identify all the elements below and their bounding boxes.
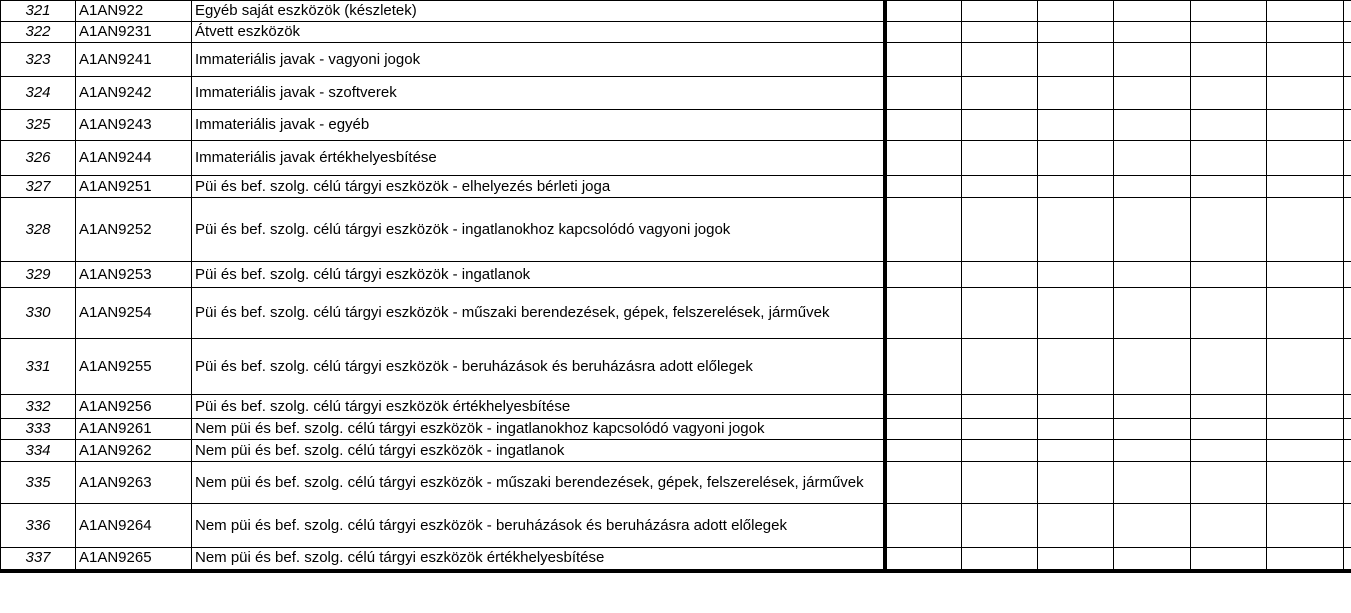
row-code: A1AN9242 [76, 77, 192, 110]
value-cell[interactable] [962, 110, 1038, 141]
value-cell[interactable] [1267, 440, 1344, 462]
value-cell[interactable] [1038, 262, 1114, 288]
value-cell[interactable] [1191, 419, 1267, 440]
value-cell[interactable] [1191, 198, 1267, 262]
value-cell[interactable] [962, 176, 1038, 198]
row-description: Püi és bef. szolg. célú tárgyi eszközök - műszaki berendezések, gépek, felszerelések, járművek [192, 288, 885, 339]
value-cell[interactable] [885, 504, 962, 548]
table-row [1, 548, 1351, 571]
value-cell[interactable] [962, 288, 1038, 339]
value-cell[interactable] [1038, 22, 1114, 43]
value-cell[interactable] [1267, 339, 1344, 395]
value-cell[interactable] [1191, 339, 1267, 395]
value-cell[interactable] [1191, 77, 1267, 110]
value-cell[interactable] [885, 77, 962, 110]
value-cell[interactable] [885, 22, 962, 43]
table-row [1, 504, 1351, 548]
row-description: Nem püi és bef. szolg. célú tárgyi eszközök - beruházások és beruházásra adott előlegek [192, 504, 885, 548]
value-cell[interactable] [962, 419, 1038, 440]
value-cell[interactable] [1114, 1, 1191, 22]
value-cell[interactable] [1191, 395, 1267, 419]
row-number: 330 [1, 288, 76, 339]
value-cell[interactable] [1114, 110, 1191, 141]
row-description: Püi és bef. szolg. célú tárgyi eszközök - ingatlanok [192, 262, 885, 288]
row-number: 329 [1, 262, 76, 288]
value-cell[interactable] [962, 504, 1038, 548]
row-number: 336 [1, 504, 76, 548]
row-code: A1AN9263 [76, 462, 192, 504]
value-cell[interactable] [962, 440, 1038, 462]
value-cell[interactable] [1344, 22, 1351, 43]
table-row [1, 288, 1351, 339]
value-cell[interactable] [885, 43, 962, 77]
value-cell[interactable] [885, 288, 962, 339]
value-cell[interactable] [1267, 419, 1344, 440]
value-cell[interactable] [1267, 141, 1344, 176]
value-cell[interactable] [962, 141, 1038, 176]
value-cell[interactable] [1038, 395, 1114, 419]
row-description: Püi és bef. szolg. célú tárgyi eszközök - elhelyezés bérleti joga [192, 176, 885, 198]
value-cell[interactable] [1344, 339, 1351, 395]
row-code: A1AN9254 [76, 288, 192, 339]
value-cell[interactable] [1344, 440, 1351, 462]
row-code: A1AN9253 [76, 262, 192, 288]
value-cell[interactable] [1191, 262, 1267, 288]
value-cell[interactable] [1267, 548, 1344, 571]
row-number: 331 [1, 339, 76, 395]
row-description: Nem püi és bef. szolg. célú tárgyi eszközök - ingatlanokhoz kapcsolódó vagyoni jogok [192, 419, 885, 440]
value-cell[interactable] [1344, 110, 1351, 141]
table-row [1, 77, 1351, 110]
value-cell[interactable] [1038, 141, 1114, 176]
row-code: A1AN9244 [76, 141, 192, 176]
row-number: 337 [1, 548, 76, 571]
row-code: A1AN9255 [76, 339, 192, 395]
row-number: 332 [1, 395, 76, 419]
value-cell[interactable] [962, 395, 1038, 419]
value-cell[interactable] [1191, 504, 1267, 548]
value-cell[interactable] [885, 1, 962, 22]
value-cell[interactable] [1267, 395, 1344, 419]
value-cell[interactable] [1114, 77, 1191, 110]
value-cell[interactable] [1344, 504, 1351, 548]
value-cell[interactable] [962, 339, 1038, 395]
value-cell[interactable] [1267, 462, 1344, 504]
row-number: 324 [1, 77, 76, 110]
row-code: A1AN9251 [76, 176, 192, 198]
table-row [1, 1, 1351, 22]
value-cell[interactable] [885, 395, 962, 419]
value-cell[interactable] [1114, 22, 1191, 43]
row-code: A1AN9264 [76, 504, 192, 548]
row-description: Immateriális javak - egyéb [192, 110, 885, 141]
value-cell[interactable] [1191, 110, 1267, 141]
row-number: 333 [1, 419, 76, 440]
value-cell[interactable] [1038, 198, 1114, 262]
table-row [1, 262, 1351, 288]
value-cell[interactable] [885, 198, 962, 262]
value-cell[interactable] [962, 77, 1038, 110]
value-cell[interactable] [1191, 548, 1267, 571]
value-cell[interactable] [1038, 548, 1114, 571]
row-description: Átvett eszközök [192, 22, 885, 43]
value-cell[interactable] [962, 22, 1038, 43]
value-cell[interactable] [1114, 176, 1191, 198]
row-number: 328 [1, 198, 76, 262]
value-cell[interactable] [1114, 198, 1191, 262]
value-cell[interactable] [885, 419, 962, 440]
value-cell[interactable] [1344, 548, 1351, 571]
row-code: A1AN9252 [76, 198, 192, 262]
row-description: Immateriális javak értékhelyesbítése [192, 141, 885, 176]
row-number: 321 [1, 1, 76, 22]
value-cell[interactable] [1114, 440, 1191, 462]
value-cell[interactable] [1038, 288, 1114, 339]
value-cell[interactable] [1267, 77, 1344, 110]
table-row [1, 141, 1351, 176]
value-cell[interactable] [962, 262, 1038, 288]
value-cell[interactable] [885, 440, 962, 462]
value-cell[interactable] [1344, 395, 1351, 419]
value-cell[interactable] [1191, 43, 1267, 77]
row-number: 323 [1, 43, 76, 77]
value-cell[interactable] [1191, 440, 1267, 462]
value-cell[interactable] [885, 262, 962, 288]
value-cell[interactable] [1038, 43, 1114, 77]
value-cell[interactable] [1114, 504, 1191, 548]
row-number: 334 [1, 440, 76, 462]
table-row [1, 43, 1351, 77]
value-cell[interactable] [1191, 462, 1267, 504]
value-cell[interactable] [1344, 176, 1351, 198]
row-description: Püi és bef. szolg. célú tárgyi eszközök - beruházások és beruházásra adott előlegek [192, 339, 885, 395]
row-code: A1AN9243 [76, 110, 192, 141]
value-cell[interactable] [962, 462, 1038, 504]
row-description: Püi és bef. szolg. célú tárgyi eszközök - ingatlanokhoz kapcsolódó vagyoni jogok [192, 198, 885, 262]
row-code: A1AN9265 [76, 548, 192, 571]
table-row [1, 198, 1351, 262]
value-cell[interactable] [885, 176, 962, 198]
value-cell[interactable] [1344, 141, 1351, 176]
value-cell[interactable] [1267, 110, 1344, 141]
value-cell[interactable] [1114, 462, 1191, 504]
row-code: A1AN9261 [76, 419, 192, 440]
table-row [1, 176, 1351, 198]
row-description: Nem püi és bef. szolg. célú tárgyi eszközök - műszaki berendezések, gépek, felszerelések, járművek [192, 462, 885, 504]
row-code: A1AN922 [76, 1, 192, 22]
value-cell[interactable] [1038, 77, 1114, 110]
value-cell[interactable] [1114, 141, 1191, 176]
value-cell[interactable] [1038, 176, 1114, 198]
value-cell[interactable] [962, 43, 1038, 77]
row-code: A1AN9262 [76, 440, 192, 462]
value-cell[interactable] [1038, 339, 1114, 395]
row-number: 335 [1, 462, 76, 504]
value-cell[interactable] [1038, 440, 1114, 462]
table-row [1, 440, 1351, 462]
value-cell[interactable] [885, 548, 962, 571]
value-cell[interactable] [1344, 462, 1351, 504]
value-cell[interactable] [1038, 110, 1114, 141]
value-cell[interactable] [1267, 22, 1344, 43]
table-row [1, 462, 1351, 504]
row-number: 326 [1, 141, 76, 176]
value-cell[interactable] [1344, 1, 1351, 22]
value-cell[interactable] [1114, 548, 1191, 571]
value-cell[interactable] [1038, 1, 1114, 22]
table-row [1, 339, 1351, 395]
value-cell[interactable] [1267, 504, 1344, 548]
value-cell[interactable] [885, 141, 962, 176]
value-cell[interactable] [1267, 43, 1344, 77]
row-number: 325 [1, 110, 76, 141]
row-number: 327 [1, 176, 76, 198]
value-cell[interactable] [962, 198, 1038, 262]
row-description: Nem püi és bef. szolg. célú tárgyi eszközök értékhelyesbítése [192, 548, 885, 571]
table-row [1, 419, 1351, 440]
row-code: A1AN9241 [76, 43, 192, 77]
value-cell[interactable] [1038, 462, 1114, 504]
value-cell[interactable] [1038, 504, 1114, 548]
table-body [1, 1, 1351, 571]
row-description: Immateriális javak - szoftverek [192, 77, 885, 110]
value-cell[interactable] [1267, 262, 1344, 288]
value-cell[interactable] [1344, 43, 1351, 77]
value-cell[interactable] [1344, 288, 1351, 339]
value-cell[interactable] [1191, 288, 1267, 339]
value-cell[interactable] [1191, 176, 1267, 198]
row-description: Nem püi és bef. szolg. célú tárgyi eszközök - ingatlanok [192, 440, 885, 462]
value-cell[interactable] [1267, 198, 1344, 262]
row-description: Püi és bef. szolg. célú tárgyi eszközök értékhelyesbítése [192, 395, 885, 419]
value-cell[interactable] [1191, 141, 1267, 176]
value-cell[interactable] [1344, 419, 1351, 440]
value-cell[interactable] [1114, 395, 1191, 419]
value-cell[interactable] [1114, 288, 1191, 339]
table-row [1, 22, 1351, 43]
table-row [1, 395, 1351, 419]
value-cell[interactable] [962, 1, 1038, 22]
value-cell[interactable] [1267, 176, 1344, 198]
value-cell[interactable] [1191, 1, 1267, 22]
value-cell[interactable] [885, 462, 962, 504]
value-cell[interactable] [962, 548, 1038, 571]
row-description: Egyéb saját eszközök (készletek) [192, 1, 885, 22]
row-code: A1AN9256 [76, 395, 192, 419]
value-cell[interactable] [1114, 339, 1191, 395]
value-cell[interactable] [1114, 419, 1191, 440]
value-cell[interactable] [885, 339, 962, 395]
value-cell[interactable] [885, 110, 962, 141]
row-description: Immateriális javak - vagyoni jogok [192, 43, 885, 77]
value-cell[interactable] [1267, 1, 1344, 22]
value-cell[interactable] [1344, 77, 1351, 110]
value-cell[interactable] [1114, 43, 1191, 77]
value-cell[interactable] [1114, 262, 1191, 288]
row-code: A1AN9231 [76, 22, 192, 43]
row-number: 322 [1, 22, 76, 43]
value-cell[interactable] [1344, 198, 1351, 262]
value-cell[interactable] [1344, 262, 1351, 288]
value-cell[interactable] [1191, 22, 1267, 43]
table-row [1, 110, 1351, 141]
value-cell[interactable] [1267, 288, 1344, 339]
value-cell[interactable] [1038, 419, 1114, 440]
